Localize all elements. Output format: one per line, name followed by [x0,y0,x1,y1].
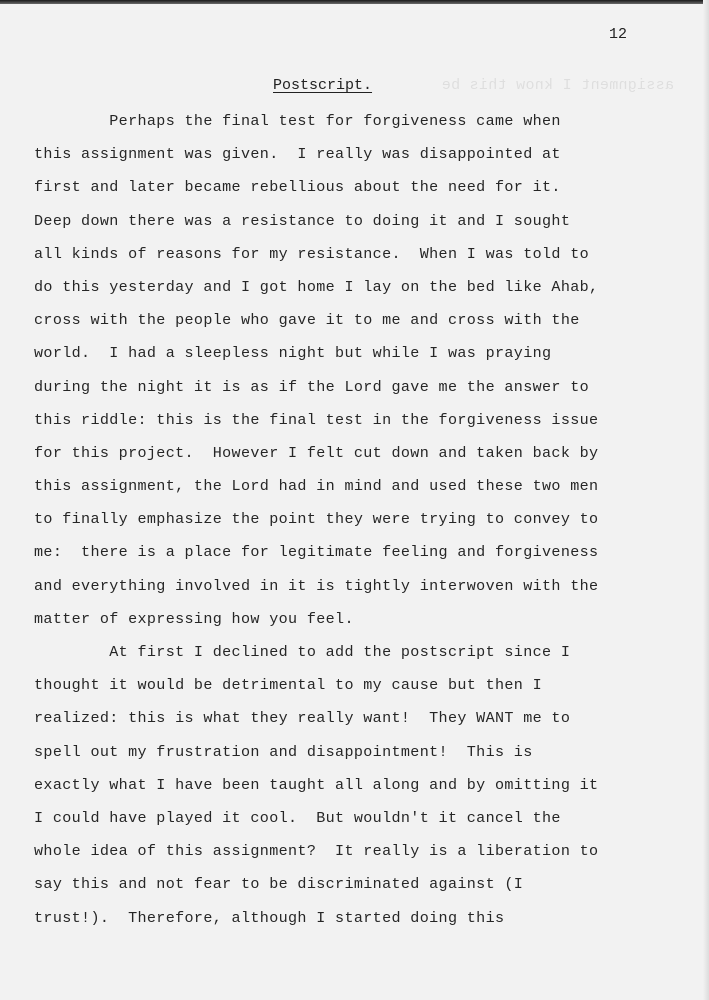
page-top-edge [0,0,709,4]
text-line: me: there is a place for legitimate feeling and forgiveness [34,543,599,562]
text-line: matter of expressing how you feel. [34,609,354,628]
text-line: all kinds of reasons for my resistance. When I was told to [34,244,590,263]
text-line: Deep down there was a resistance to doing it and I sought [34,211,571,230]
text-line: Perhaps the final test for forgiveness came when [34,112,561,130]
text-line: say this and not fear to be discriminated against (I [34,875,524,894]
text-line: for this project. However I felt cut down and taken back by [34,443,599,462]
text-line: first and later became rebellious about the need for it. [34,178,561,197]
text-line: At first I declined to add the postscript since I [34,643,571,661]
body-text [34,105,634,935]
page-title: Postscript. [273,77,373,94]
text-line: trust!). Therefore, although I started doing this [34,908,505,927]
page-right-shade [703,0,709,1000]
text-line: realized: this is what they really want! They WANT me to [34,709,571,728]
text-line: spell out my frustration and disappointment! This is [34,742,533,761]
show-through-text: assignment I know this be [441,77,674,94]
text-line: this assignment, the Lord had in mind and used these two men [34,477,599,496]
text-line: this assignment was given. I really was disappointed at [34,145,561,164]
text-line: during the night it is as if the Lord gave me the answer to [34,377,590,396]
text-line: I could have played it cool. But wouldn't it cancel the [34,808,561,827]
text-line: and everything involved in it is tightly interwoven with the [34,576,599,595]
text-line: do this yesterday and I got home I lay on the bed like Ahab, [34,277,599,296]
text-line: this riddle: this is the final test in the forgiveness issue [34,410,599,429]
text-line: to finally emphasize the point they were trying to convey to [34,510,599,529]
page-number: 12 [609,26,628,43]
text-line: thought it would be detrimental to my cause but then I [34,676,543,695]
text-line: world. I had a sleepless night but while I was praying [34,344,552,363]
text-line: exactly what I have been taught all along and by omitting it [34,775,599,794]
text-line: whole idea of this assignment? It really is a liberation to [34,842,599,861]
text-line: cross with the people who gave it to me and cross with the [34,311,580,330]
